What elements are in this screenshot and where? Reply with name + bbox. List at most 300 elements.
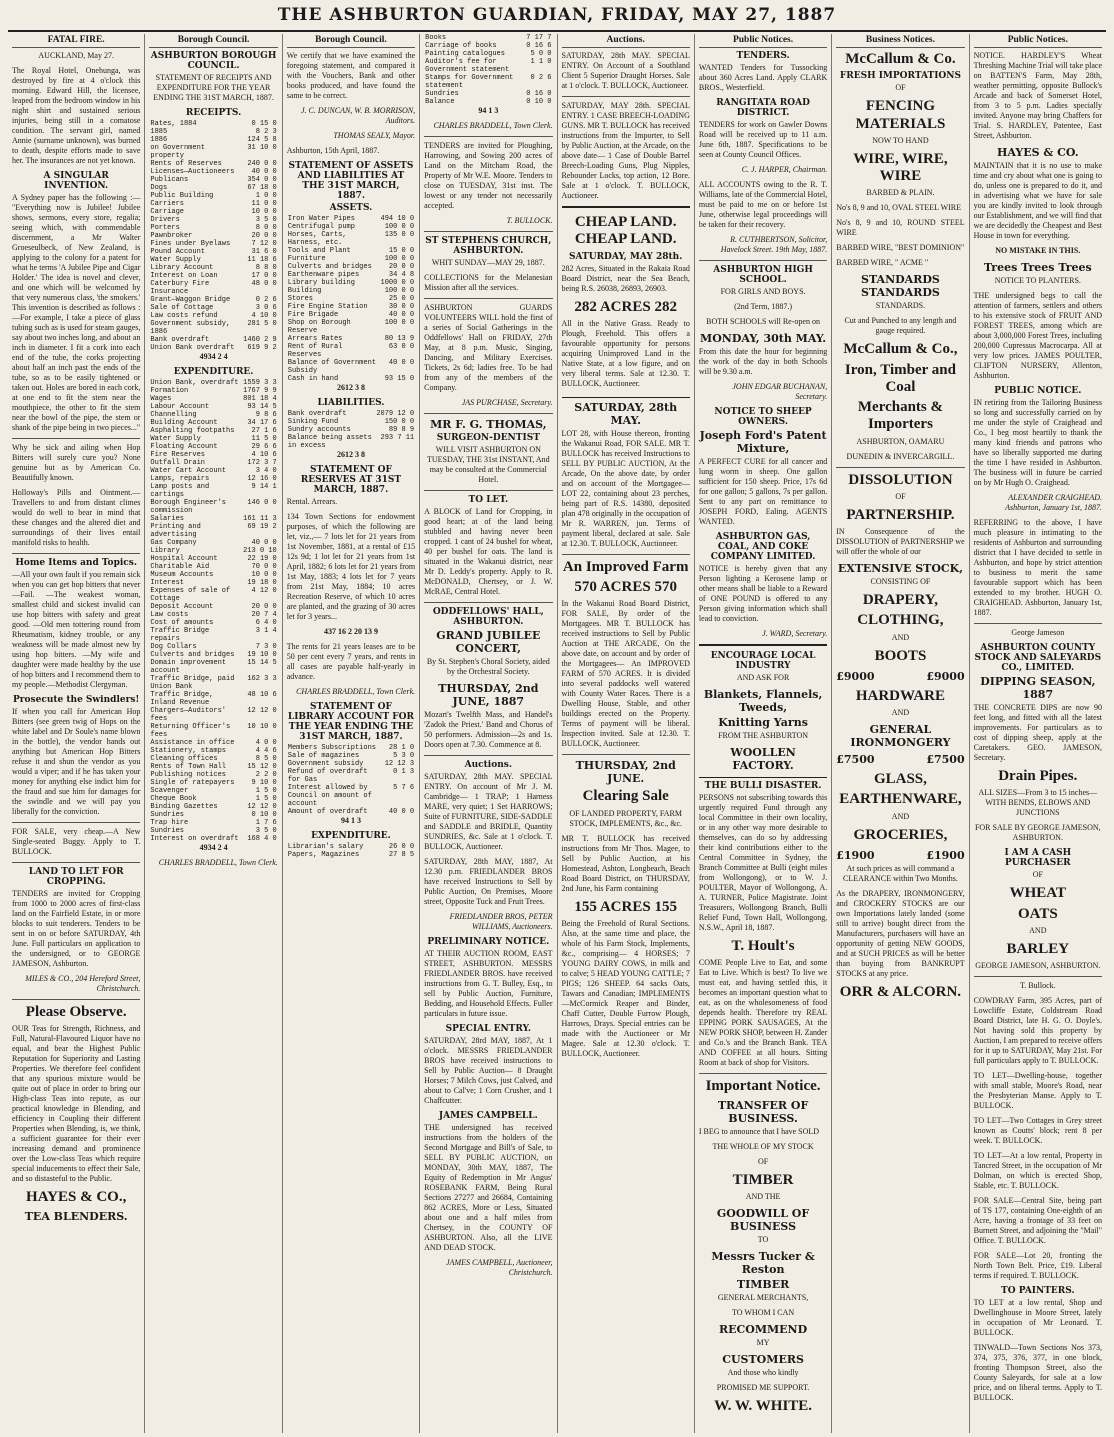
expenditure-row-label: Library: [150, 547, 180, 555]
dipping-text: THE CONCRETE DIPS are now 90 feet long, and fitted with all the latest improvements. For particulars as to cost of dipping sheep, apply at the Caretakers. GEO. JAMESON, Secretary.: [973, 703, 1102, 762]
cowdray-text: COWDRAY Farm, 395 Acres, part of Lowcliffe Estate, Coldstream Road Board District, late H. G. O. Doyle's. Not having sold this property by Auction, I am prepared to receive offers for it up to SATURDAY, May 21st. For full particulars apply to T. BULLOCK.: [973, 996, 1102, 1065]
receipt-row: [149, 312, 277, 320]
friedlander-signature: FRIEDLANDER BROS, PETER WILLIAMS, Auctioneers.: [449, 912, 553, 931]
mccallum-name: McCallum & Co.: [845, 51, 956, 67]
expenditure-row-amount: 172 3 7: [247, 459, 277, 467]
asset-row: [287, 271, 415, 279]
receipt-row: [149, 264, 277, 272]
clearing-more: Being the Freehold of Rural Sections. Also, at the same time and place, the whole of his Farm Stock, Implements, &c., comprising— 4 HORSES; 7 YOUNG DAIRY COWS, in milk and to calve; 5 HEAD YOUNG CATTLE; 7 PIGS; 126 SHEEP. 64 sacks Oats, Tawars and Canadian; IMPLEMENTS—McCormick Reaper and Binder, Chaff Cutter, Double Furrow Plough, Harrows, Drays. Special entries can be made with the Auctioneer or Mr Magee. Sale at 12.30 o'clock. T. BULLOCK, Auctioneer.: [561, 918, 690, 1058]
receipts-table: [149, 120, 277, 352]
hayes-heading: HAYES & CO.: [996, 146, 1079, 159]
asset-row-amount: 40 0 0: [388, 311, 415, 319]
asset-row-amount: 34 4 8: [388, 271, 415, 279]
books-row: [424, 98, 552, 106]
expenditure-row-label: Rents of Town Hall: [150, 763, 226, 771]
books-row-label: Books: [425, 34, 447, 42]
asset-row-amount: 80 13 9: [384, 335, 415, 343]
groceries: GROCERIES,: [853, 826, 948, 843]
asset-row: [287, 287, 415, 295]
books-total: 94 1 3: [478, 106, 499, 115]
consisting-of: CONSISTING OF: [870, 577, 931, 586]
liabilities-total: 2612 3 8: [336, 450, 365, 459]
clearing-text: MR T. BULLOCK has received instructions from Mr Thos. Magee, to Sell by Public Auction, at his Homestead, Ashton, Longbeach, Beach Road Board District, on THURSDAY, 2nd June, his Farm containing: [561, 833, 690, 893]
important-notice: Important Notice.: [705, 1078, 821, 1095]
expenditure-row-label: Gas Company: [150, 539, 197, 547]
and-word-2: AND: [891, 708, 910, 717]
wheat: WHEAT: [1009, 885, 1067, 902]
receipt-row: [149, 208, 277, 216]
land-signature: MILES & CO., 204 Hereford Street, Christchurch.: [25, 974, 141, 993]
church-heading: ST STEPHENS CHURCH, ASHBURTON.: [425, 236, 552, 256]
receipt-row-amount: 0 2 6: [255, 296, 277, 304]
hardware: HARDWARE: [855, 687, 946, 704]
clearing-sub: OF LANDED PROPERTY, FARM STOCK, IMPLEMENTS, &c., &c.: [569, 808, 683, 828]
hayes-note: NO MISTAKE IN THIS.: [995, 246, 1081, 255]
receipt-row: [149, 216, 277, 224]
white-signature: W. W. WHITE.: [714, 1397, 813, 1414]
expenditure-total: 4934 2 4: [199, 843, 228, 852]
column-3: [283, 34, 420, 1433]
expenditure-row-label: Fire Reserves: [150, 451, 205, 459]
receipt-row: [149, 296, 277, 304]
to-whom: TO WHOM I CAN: [731, 1307, 795, 1317]
and-word-1: AND: [891, 632, 910, 642]
reserves-heading: STATEMENT OF RESERVES AT 31ST MARCH, 1887.: [300, 465, 402, 495]
library-expenditure-row-amount: 26 0 0: [388, 843, 415, 851]
amount-left-1: £9000: [836, 669, 875, 683]
invention-text: A Sydney paper has the following :— "Everything now is Jubilee! Jubilee shows, sermons, every store, regalia; seeing which, with commendable discernment, a Mr Walter Groeseulbeck, of New Zealand, is applying to the colony for a patent for what he terms 'A Jubilee Pipe and Cigar Holder.' The idea is novel and clever, and one which will be welcomed by that very numerous class, 'the smokers.' This invention is described as follows :—For example, I take a piece of glass tubing such as is used for steam gauges, say about two inches long, and about an inch in diameter. I fit a cork into each end of the tube, the corks projecting about half an inch past the ends of the tube, so as to be easily tightened or taken out. Holes are bored in each cork, at one end to fit the stem near the mouthpiece, the other to fit the stem near the bowl of the pipe, the stem or shank of the pipe being in two pieces...": [12, 193, 141, 432]
sheep-text: A PERFECT CURE for all cancer and lung worm in sheep. One gallon sufficient for 150 sheep. Price, 17s 6d for one gallon; 5 gallons, 7s per gallon. Sent to any part on remittance to JOSEPH FORD, Ealing. AGENTS WANTED.: [698, 457, 828, 526]
high-school-heading: ASHBURTON HIGH SCHOOL.: [713, 265, 813, 285]
receipt-row-label: Carriage: [150, 208, 184, 216]
asset-row-amount: 40 0 0: [388, 359, 415, 367]
observe-heading: Please Observe.: [25, 1004, 127, 1020]
rangitata-signature: C. J. HARPER, Chairman.: [741, 165, 828, 174]
expenditure-row: [149, 419, 277, 427]
expenditure-row-label: Borough Engineer's commission: [150, 499, 226, 515]
receipt-row-label: Law costs refund: [150, 312, 218, 320]
guards-text: ASHBURTON GUARDS VOLUNTEERS WILL hold the first of a series of Social Gatherings in the Oddfellows' Hall on FRIDAY, 27th May, at 8 p.m. Music, Singing, Dancing, and Military Exercises. Tickets, 2s 6d; ladies free. To be had from any of the members of the Company.: [424, 303, 553, 392]
observe-text: OUR Teas for Strength, Richness, and Full, Natural-Flavoured Liquor have no equal, and bear the Highest Public Reputation for Superiority and Lasting Properties. We therefore feel confident that any spurious mixture would be quite out of place in order to bring our High-class Teas into repute, as our practical knowledge in Blending, and efficiency in Coupling their different Properties when Blending, is, we think, a sufficient guarantee for their ever increasing demand and prominence over the Low-class Teas which require special inducements to effect their Sale, and so distasteful to the Public.: [12, 1024, 141, 1184]
invention-heading: A SINGULAR INVENTION.: [43, 171, 109, 191]
statement-title: STATEMENT OF RECEIPTS AND EXPENDITURE FOR THE YEAR ENDING THE 31ST MARCH, 1887.: [153, 73, 274, 102]
receipt-row: [149, 160, 277, 168]
receipt-row: [149, 184, 277, 192]
amount-left-2: £7500: [836, 753, 875, 766]
painters-text: TO LET at a low rental, Shop and Dwellinghouse in Moore Street, lately in occupation of Mr Leonard. T. BULLOCK.: [973, 1298, 1102, 1337]
tenders-text: WANTED Tenders for Tussocking about 360 Acres Land. Apply CLARK BROS., Westerfield.: [698, 63, 828, 92]
library-receipt-row-label: Sale of magazines: [287, 752, 360, 760]
receipt-row: [149, 304, 277, 312]
column-6: [695, 34, 832, 1433]
encourage-sub: AND ASK FOR: [736, 673, 790, 682]
expenditure-row-label: Dog Collars: [150, 643, 197, 651]
high-school-term: (2nd Term, 1887.): [734, 302, 793, 311]
prelim-text: AT THEIR AUCTION ROOM, EAST STREET, ASHBURTON. MESSRS FRIEDLANDER BROS. have received instructions from G. T. Bulley, Esq., to sell by Public Auction, Furniture, Bedding, and Household Effects. Fuller particulars in future issue.: [424, 949, 553, 1018]
expenditure-row: [149, 771, 277, 779]
iron-timber-coal: Iron, Timber and Coal: [844, 361, 956, 395]
column-2: [145, 34, 282, 1433]
library-receipt-row-amount: 28 1 0: [388, 744, 415, 752]
to-word: TO: [757, 1234, 769, 1244]
column-7: [832, 34, 969, 1433]
library-receipt-row-label: Refund of overdraft for Gas: [287, 768, 368, 784]
asset-row: [287, 263, 415, 271]
church-text: COLLECTIONS for the Melanesian Mission after all the services.: [424, 273, 553, 292]
expenditure-row-amount: 2 2 0: [255, 771, 277, 779]
receipt-row-amount: 619 9 2: [247, 344, 277, 352]
expenditure-row-label: Trap hire: [150, 819, 189, 827]
expenditure-row: [149, 659, 277, 675]
auctions-heading: Auctions.: [562, 34, 690, 48]
public-notice-signature: ALEXANDER CRAIGHEAD. Ashburton, January 1st, 1887.: [1005, 493, 1102, 512]
expenditure-row: [149, 451, 277, 459]
expenditure-row-amount: 8 5 0: [255, 755, 277, 763]
expenditure-row: [149, 443, 277, 451]
fatal-fire-heading: FATAL FIRE.: [12, 34, 140, 48]
divider: [699, 260, 827, 261]
divider: [424, 298, 552, 299]
clerk-signature-2: CHARLES BRADDELL, Town Clerk.: [296, 687, 416, 696]
library-receipt-row: [287, 768, 415, 784]
high-school-text: From this date the hour for beginning the work of the day in both Schools will be 9.30 a.m.: [698, 347, 828, 376]
expenditure-row-amount: 12 12 0: [247, 707, 277, 715]
amount-row-1: [836, 668, 964, 685]
concert-date: THURSDAY, 2nd JUNE, 1887: [438, 682, 539, 708]
receipt-row-label: 1886: [150, 136, 168, 144]
asset-row: [287, 215, 415, 223]
expenditure-row-label: Scavenger: [150, 787, 189, 795]
receipt-row: [149, 224, 277, 232]
receipt-row: [149, 136, 277, 144]
expenditure-row: [149, 475, 277, 483]
sheep-heading: NOTICE TO SHEEP OWNERS.: [714, 407, 812, 427]
whole-stock: THE WHOLE OF MY STOCK: [712, 1141, 814, 1151]
asset-row-amount: 30 0 0: [388, 303, 415, 311]
expenditure-row: [149, 483, 277, 499]
rents-note: The rents for 21 years leases are to be 50 per cent every 7 years, and rents in all cases are payable half-yearly in advance.: [286, 642, 416, 681]
concert-sub: By St. Stephen's Choral Society, aided by the Orchestral Society.: [426, 657, 550, 676]
expenditure-row-amount: 34 17 6: [247, 419, 277, 427]
expenditure-row-label: Returning Officer's fees: [150, 723, 231, 739]
expenditure-row-label: Formation: [150, 387, 189, 395]
expenditure-row: [149, 571, 277, 579]
concert-heading: GRAND JUBILEE CONCERT,: [436, 629, 541, 655]
asset-row-amount: 100 0 0: [384, 223, 415, 231]
cut-punched: Cut and Punched to any length and gauge required.: [844, 316, 957, 336]
dipping-heading: DIPPING SEASON, 1887: [980, 675, 1096, 701]
public-notice-text: IN retiring from the Tailoring Business so long and successfully carried on by me under the style of Craighead and Co., I beg most heartily to thank the many kind friends and patrons who have so liberally supported me during the time I have resided in Ashburton. The business will in future be carried on by Mr Hugh O. Craighead.: [973, 398, 1102, 487]
asset-row: [287, 335, 415, 343]
liabilities-table: [287, 410, 415, 450]
receipt-row-amount: 31 6 0: [251, 248, 277, 256]
reserves-rental-label: Rental. Arrears.: [286, 497, 338, 506]
receipt-row-label: Licenses—Auctioneers: [150, 168, 235, 176]
high-school-sub: FOR GIRLS AND BOYS.: [720, 287, 806, 296]
receipt-row-label: Sale of Cottage: [150, 304, 214, 312]
tolet-2: TO LET—Two Cottages in Grey street known as Coutts' block; rent 8 per week. T. BULLOCK.: [973, 1116, 1102, 1145]
receipt-row-amount: 11 18 6: [247, 256, 277, 264]
divider: [836, 467, 964, 468]
saleyards-heading: ASHBURTON COUNTY STOCK AND SALEYARDS CO., LIMITED.: [974, 643, 1102, 673]
expenditure-row-amount: 11 5 0: [251, 435, 277, 443]
expenditure-row-label: Floating Account: [150, 443, 218, 451]
receipt-row-label: Rates, 1884: [150, 120, 197, 128]
of-word-3: OF: [1032, 870, 1043, 880]
receipt-row-amount: 4 10 0: [251, 312, 277, 320]
expenditure-row-amount: 4 10 6: [251, 451, 277, 459]
fresh-importations: FRESH IMPORTATIONS: [839, 71, 961, 82]
clearing-date: THURSDAY, 2nd JUNE.: [575, 759, 676, 786]
plough-signature: T. BULLOCK.: [506, 216, 553, 225]
extensive-stock: EXTENSIVE STOCK,: [837, 562, 964, 575]
customers: CUSTOMERS: [722, 1352, 804, 1366]
receipt-row-label: Government subsidy, 1886: [150, 320, 231, 336]
timber-word-2: TIMBER: [736, 1277, 790, 1291]
expenditure-row-label: Chargers—Auditors' fees: [150, 707, 226, 723]
high-school-signature: JOHN EDGAR BUCHANAN, Secretary.: [732, 382, 828, 401]
expenditure-row: [149, 819, 277, 827]
expenditure-row: [149, 675, 277, 691]
books-row-amount: 0 10 0: [526, 98, 552, 106]
expenditure-row: [149, 379, 277, 387]
expenditure-row-label: Lamps, repairs: [150, 475, 210, 483]
auction-heading: Auctions.: [464, 760, 512, 770]
expenditure-row: [149, 523, 277, 539]
asset-row: [287, 303, 415, 311]
farm-heading: An Improved Farm: [562, 558, 689, 575]
receipt-row-amount: 20 0 0: [251, 232, 277, 240]
expenditure-row-label: Law costs: [150, 611, 189, 619]
asset-row: [287, 311, 415, 319]
trees-text: THE undersigned begs to call the attention of farmers, settlers and others to his extensive stock of FRUIT AND FOREST TREES, among which are about 3,000,000 Forest Trees, including 200,000 Cupressus Macrocarpa. All at very low prices. JAMES POULTER, CLIFTON NURSERY, Allenton, Ashburton.: [973, 291, 1102, 380]
towns-2: DUNEDIN & INVERCARGILL.: [846, 451, 955, 461]
expenditure-row-amount: 0 10 0: [251, 811, 277, 819]
expenditure-row-amount: 3 4 0: [255, 467, 277, 475]
drapery-text: As the DRAPERY, IRONMONGERY, and CROCKERY STOCKS are our own Importations lately landed (some still to arrive) bought direct from the Manufacturers, purchasers will have an opportunity of getting NEW GOODS, and at SUCH PRICES as will be better than buying from BANKRUPT STOCKS at any price.: [836, 888, 965, 978]
expenditure-row: [149, 619, 277, 627]
receipt-row-amount: 3 0 6: [255, 304, 277, 312]
divider: [424, 136, 552, 137]
amount-row-2: [836, 751, 964, 768]
rangitata-text: TENDERS for work on Gawler Downs Road will be received up to 11 a.m. June 6th, 1887. Specifications to be seen at County Council Offices.: [698, 120, 828, 159]
and-the: AND THE: [745, 1191, 781, 1201]
column-1: [8, 34, 145, 1433]
special-heading: SPECIAL ENTRY.: [445, 1024, 531, 1034]
expenditure-row-label: Union Bank, overdraft: [150, 379, 239, 387]
liability-row-amount: 293 7 11: [380, 434, 415, 442]
receipt-row-amount: 8 2 3: [255, 128, 277, 136]
receipt-row-amount: 281 5 0: [247, 320, 277, 328]
books-row: [424, 42, 552, 50]
expenditure-row: [149, 723, 277, 739]
receipt-row-label: Porters: [150, 224, 180, 232]
books-row-label: Painting catalogues: [425, 50, 505, 58]
rangitata-heading: RANGITATA ROAD DISTRICT.: [716, 98, 810, 118]
hardley-notice: NOTICE. HARDLEY'S Wheat Threshing Machine Trial will take place on BATTEN'S Farm, May 28th, weather permitting, opposite Bullock's Arcade and back of Somerset Hotel, from 3 to 5 p.m. Ladies specially invited. Anyone may bring Chaffers for Trial. S. HARDLEY, Patentee, East Street, Ashburton.: [973, 51, 1102, 140]
expenditure-row-label: Salaries: [150, 515, 184, 523]
assets-heading: STATEMENT OF ASSETS AND LIABILITIES AT THE 31ST MARCH, 1887.: [288, 161, 414, 201]
expenditure-row-amount: 161 11 3: [243, 515, 277, 523]
divider: [562, 96, 690, 97]
public-notice-heading: PUBLIC NOTICE.: [994, 386, 1082, 396]
expenditure-row-label: Channelling: [150, 411, 197, 419]
asset-row-amount: 15 0 0: [388, 247, 415, 255]
campbell-heading: JAMES CAMPBELL.: [438, 1111, 538, 1121]
asset-row-amount: 93 15 0: [384, 375, 415, 383]
barbed-plain: BARBED & PLAIN.: [866, 188, 935, 198]
receipt-row-label: Pound Account: [150, 248, 205, 256]
receipt-row-amount: 3 5 0: [255, 216, 277, 224]
dissolution-heading: DISSOLUTION: [848, 471, 953, 488]
expenditure-row-label: Printing and advertising: [150, 523, 201, 539]
receipt-row: [149, 176, 277, 184]
books-row-label: Sundries: [425, 90, 459, 98]
expenditure-row-label: Domain improvement account: [150, 659, 226, 675]
sheep-big: Joseph Ford's Patent Mixture,: [699, 429, 827, 455]
clerk-signature: CHARLES BRADDELL, Town Clerk.: [158, 858, 278, 867]
expenditure-row: [149, 691, 277, 707]
receipt-row-amount: 67 18 0: [247, 184, 277, 192]
cheap-land-date: SATURDAY, MAY 28th.: [569, 251, 683, 262]
clearance-text: At such prices as will command a CLEARANCE within Two Months.: [843, 863, 958, 883]
hayes-text: MAINTAIN that it is no use to make time and cry about what one is going to do, unless one is prepared to do it, and in advertising what we have for sale you are kindly invited to look through our Establishment, and we will find that we are decidedly the Cheapest and Best House in town for everything.: [973, 161, 1102, 240]
receipt-row: [149, 344, 277, 352]
guards-signature: JAS PURCHASE, Secretary.: [461, 398, 553, 407]
earthenware: EARTHENWARE,: [839, 791, 962, 808]
library-expenditure-table: [287, 843, 415, 859]
boots: BOOTS: [874, 647, 927, 664]
of-word-2: OF: [895, 491, 906, 501]
borough-council-heading-2: Borough Council.: [287, 34, 415, 48]
fire-dateline: AUCKLAND, May 27.: [38, 51, 114, 60]
expenditure-row-amount: 69 19 2: [247, 523, 277, 531]
business-notices-heading: Business Notices.: [836, 34, 964, 48]
general-merchants: GENERAL MERCHANTS,: [717, 1292, 809, 1302]
expenditure-row-label: Hospital Account: [150, 555, 218, 563]
special-text: SATURDAY, 28rd MAY, 1887, At 1 o'clock. MESSRS FRIEDLANDER BROS have received instructions to Sell by Public Auction— 8 Draught Horses; 7 Milch Cows, just Calved, and about to Cal've; 1 Corn Crusher, and 1 Chaffcutter.: [424, 1036, 553, 1105]
asset-row-label: Fire Brigade: [287, 311, 339, 319]
campbell-text: THE undersigned has received instructions from the holders of the Second Mortgage and Bill's of Sale, to SELL BY PUBLIC AUCTION, on MONDAY, 30th MAY, 1887, The Equity of Redemption in Mr Angus' ROSEBANK FARM, Being Rural Sections 27277 and 26684, Containing 862 ACRES, More or Less, Situated about one and a half miles from Chertsey, in the COUNTY OF ASHBURTON. Also, all the LIVE AND DEAD STOCK.: [424, 1123, 553, 1252]
books-signature: CHARLES BRADDELL, Town Clerk.: [433, 121, 553, 130]
expenditure-row-amount: 4 4 6: [255, 747, 277, 755]
trees-sub: NOTICE TO PLANTERS.: [994, 276, 1081, 285]
expenditure-row-amount: 3 5 0: [255, 827, 277, 835]
expenditure-row: [149, 739, 277, 747]
expenditure-row: [149, 467, 277, 475]
home-items-text: —All your own fault if you remain sick when you can get hop bitters that never—Fail. —The weakest woman, smallest child and sickest invalid can use hop bitters with safety and great good. —Old men tottering round from Rheumatism, kidney trouble, or any weakness will be made almost new by using hop bitters. —My wife and daughter were made healthy by the use of hop bitters and I recommend them to my people.—Methodist Clergyman.: [12, 570, 141, 689]
expenditure-row-label: Interest: [150, 579, 184, 587]
asset-row-amount: 100 0 0: [384, 287, 415, 295]
receipts-total: 4934 2 4: [199, 352, 228, 361]
standards-heading: STANDARDS STANDARDS: [861, 273, 940, 300]
jameson-label: George Jameson: [1011, 628, 1065, 637]
cash-purchaser: I AM A CASH PURCHASER: [1004, 848, 1072, 869]
receipt-row-amount: 10 0 0: [251, 208, 277, 216]
liability-row-label: Sinking Fund: [287, 418, 339, 426]
asset-row-label: Balance of Government Subsidy: [287, 359, 376, 375]
expenditure-row-amount: 19 10 0: [247, 651, 277, 659]
library-receipt-row-amount: 5 7 6: [393, 784, 415, 792]
divider: [424, 490, 552, 491]
and-word-4: AND: [1029, 925, 1047, 935]
library-receipt-row-amount: 12 12 3: [384, 760, 415, 768]
holloway-text: Holloway's Pills and Ointment.—Travellers to and from distant climes would do well to bear in mind that these changes and the altered diet and surroundings of their lives entail manifold risks to health.: [12, 488, 141, 547]
receipt-row-amount: 240 0 0: [247, 160, 277, 168]
receipt-row-label: Grant—Waggon Bridge: [150, 296, 231, 304]
expenditure-row-amount: 1767 9 9: [243, 387, 277, 395]
books-row: [424, 50, 552, 58]
accounts-text: ALL ACCOUNTS owing to the R. T. Williams, late of the Commercial Hotel, must be paid to me on or before 1st June, otherwise legal proceedings will be taken for their recovery.: [698, 180, 828, 229]
library-receipts-total: 94 1 3: [340, 816, 361, 825]
cheap-land-heading: CHEAP LAND. CHEAP LAND.: [574, 214, 677, 248]
expenditure-row-amount: 9 8 6: [255, 411, 277, 419]
tolet-text: A BLOCK of Land for Cropping, in good heart; at of the land being stubbled and having never been cropped. 1 cant of 24 bushel for wheat, 40 per bushel for oats. The land is situated in the Wakanui district, near Mr D. Leddy's property. Apply to R. McDONALD, Chertsey, or J. W. McRAE, Central Hotel.: [424, 507, 553, 596]
masthead-title: THE ASHBURTON GUARDIAN, FRIDAY, MAY 27, 1887: [277, 5, 837, 25]
asset-row-amount: 494 10 0: [380, 215, 415, 223]
receipt-row-amount: 11 0 0: [251, 200, 277, 208]
expenditure-row: [149, 587, 277, 603]
library-expenditure-row: [287, 843, 415, 851]
receipt-row-amount: 354 0 0: [247, 176, 277, 184]
expenditure-row: [149, 579, 277, 587]
hoult-text: COME People Live to Eat, and some Eat to Live. Which is best? To live we must eat, and having settled this, it becomes an important question what to eat, as on the wholesomeness of food depends health. Therefore try REAL EPPING PORK SAUSAGES, At the NEW PORK SHOP, between H. Zander and Co.'s and the Branch Bank. TEA AND COFFEE at all hours. Sitting Room at back of shop for Visitors.: [698, 958, 828, 1068]
receipt-row-label: Public Building: [150, 192, 214, 200]
receipt-row-label: Water Supply: [150, 256, 201, 264]
expenditure-row: [149, 563, 277, 571]
liability-row-amount: 150 0 0: [384, 418, 415, 426]
expenditure-row-amount: 7 3 0: [255, 643, 277, 651]
books-row: [424, 74, 552, 90]
expenditure-row-label: Water Supply: [150, 435, 201, 443]
asset-row-label: Iron Water Pipes: [287, 215, 355, 223]
expenditure-row: [149, 435, 277, 443]
expenditure-row: [149, 539, 277, 547]
receipt-row-label: Pawnbroker: [150, 232, 193, 240]
receipt-row-amount: 31 10 0: [247, 144, 277, 152]
receipt-row-label: Dogs: [150, 184, 168, 192]
glass: GLASS,: [873, 771, 927, 787]
expenditure-row-amount: 213 0 10: [243, 547, 277, 555]
divider: [424, 231, 552, 232]
receipt-row-label: Caterbury Fire Insurance: [150, 280, 210, 296]
receipt-row-label: Bank overdraft: [150, 336, 210, 344]
expenditure-row-amount: 48 10 6: [247, 691, 277, 699]
books-row: [424, 34, 552, 42]
audit-text: We certify that we have examined the foregoing statement, and compared it with the Vouchers, Bank and other books produced, and have found the same to be correct.: [286, 51, 416, 100]
bitters-text: Why be sick and ailing when Hop Bitters will surely cure you? None genuine but as by American Co. Beautifully known.: [12, 443, 141, 482]
referring-text: REFERRING to the above, I have much pleasure in intimating to the residents of Ashburton and surrounding district that I have decided to settle in Ashburton, and hope by strict attention to business to merit the same favourable support which has been extended to my brother. HUGH O. CRAIGHEAD. Ashburton, January 1st, 1887.: [973, 518, 1102, 617]
drain-text: ALL SIZES—From 3 to 15 inches— WITH BENDS, ELBOWS AND JUNCTIONS: [978, 788, 1098, 818]
auditors: J. C. DUNCAN, W. B. MORRISON, Auditors.: [300, 106, 416, 125]
expenditure-row: [149, 627, 277, 643]
dentist-heading: MR F. G. THOMAS,: [430, 418, 547, 431]
expenditure-row: [149, 707, 277, 723]
divider: [12, 822, 140, 823]
expenditure-row-label: Deposit Account: [150, 603, 214, 611]
expenditure-row: [149, 427, 277, 435]
receipt-row: [149, 256, 277, 264]
asset-row-label: Arrears Rates: [287, 335, 343, 343]
receipt-row: [149, 192, 277, 200]
receipt-row-label: on Government property: [150, 144, 205, 160]
council-title: ASHBURTON BOROUGH COUNCIL.: [150, 51, 277, 71]
standards-sub: STANDARDS.: [875, 301, 926, 311]
liability-row-label: Sundry accounts: [287, 426, 351, 434]
assets-table: [287, 215, 415, 383]
asset-row-amount: 20 0 0: [388, 263, 415, 271]
asset-row-label: Furniture: [287, 255, 326, 263]
